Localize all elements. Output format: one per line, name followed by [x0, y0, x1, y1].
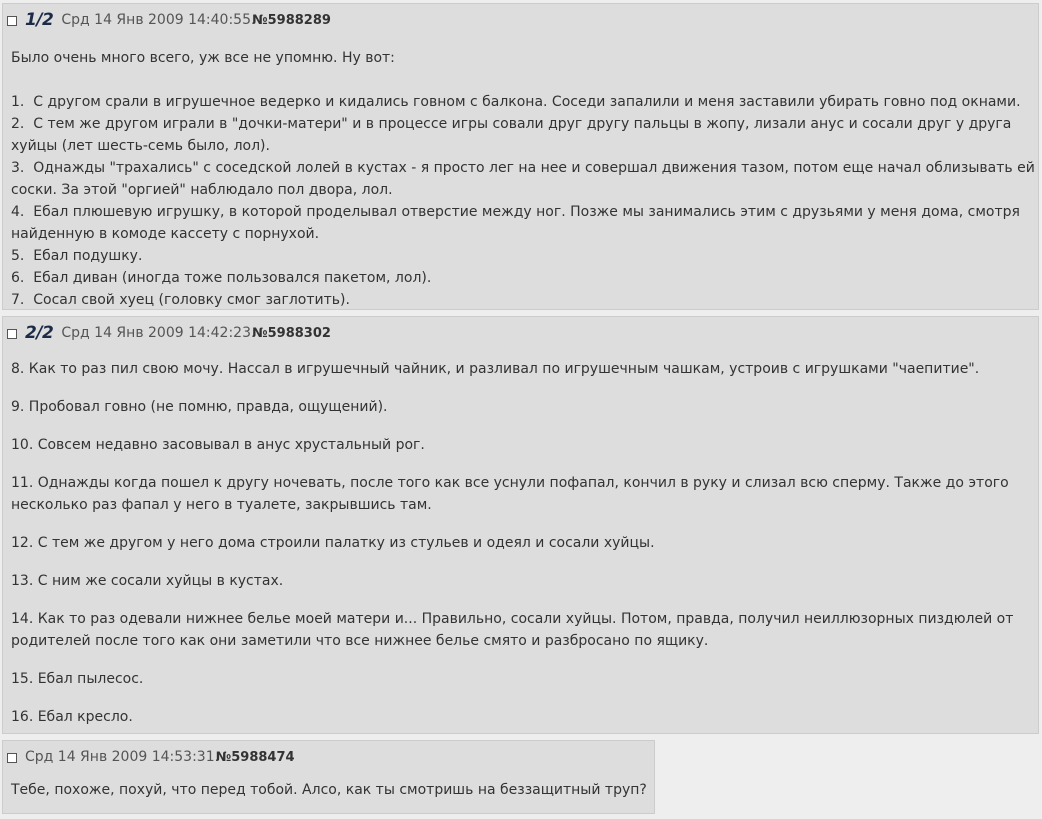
post-message: [11, 358, 1030, 744]
message-line: найденную в комоде кассету с порнухой.: [11, 226, 320, 242]
message-line: 16. Ебал кресло.: [11, 709, 133, 725]
message-paragraph: [11, 532, 1030, 554]
message-line: [11, 69, 1030, 91]
post-number-link[interactable]: №5988474: [215, 749, 295, 765]
post-date: Срд 14 Янв 2009 14:53:31: [25, 749, 215, 765]
message-line: Тебе, похоже, похуй, что перед тобой. Алсо, как ты смотришь на беззащитный труп?: [11, 782, 647, 798]
select-checkbox[interactable]: [7, 329, 17, 339]
message-line: Было очень много всего, уж все не упомню. Ну вот:: [11, 50, 395, 66]
message-line: 6. Ебал диван (иногда тоже пользовался пакетом, лол).: [11, 270, 432, 286]
message-line: хуйцы (лет шесть-семь было, лол).: [11, 138, 270, 154]
message-line: 15. Ебал пылесос.: [11, 671, 144, 687]
post-header: [7, 323, 331, 343]
message-line: 9. Пробовал говно (не помню, правда, ощущений).: [11, 399, 388, 415]
message-line: 3. Однажды "трахались" с соседской лолей в кустах - я просто лег на нее и совершал движения тазом, потом еще начал облизывать ей: [11, 160, 1035, 176]
select-checkbox[interactable]: [7, 753, 17, 763]
message-paragraph: [11, 434, 1030, 456]
post-message: [11, 47, 1035, 311]
message-paragraph: [11, 570, 1030, 592]
message-paragraph: [11, 358, 1030, 380]
post-date: Срд 14 Янв 2009 14:42:23: [61, 325, 251, 341]
message-paragraph: [11, 472, 1030, 516]
post-5988302: [2, 316, 1039, 734]
message-line: 13. С ним же сосали хуйцы в кустах.: [11, 573, 284, 589]
message-line: 12. С тем же другом у него дома строили палатку из стульев и одеял и сосали хуйцы.: [11, 535, 655, 551]
message-line: несколько раз фапал у него в туалете, закрывшись там.: [11, 497, 432, 513]
post-date: Срд 14 Янв 2009 14:40:55: [61, 12, 251, 28]
message-line: 10. Совсем недавно засовывал в анус хрустальный рог.: [11, 437, 425, 453]
post-number-link[interactable]: №5988289: [251, 12, 331, 28]
message-paragraph: [11, 668, 1030, 690]
message-line: 4. Ебал плюшевую игрушку, в которой проделывал отверстие между ног. Позже мы занимались этим с друзьями у меня дома, смотря: [11, 204, 1020, 220]
message-paragraph: [11, 608, 1030, 652]
part-number: 2/2: [25, 323, 54, 343]
part-number: 1/2: [25, 10, 54, 30]
post-header: [7, 10, 331, 30]
post-header: [7, 747, 295, 767]
message-line: соски. За этой "оргией" наблюдало пол двора, лол.: [11, 182, 393, 198]
message-line: 5. Ебал подушку.: [11, 248, 143, 264]
message-line: 2. С тем же другом играли в "дочки-матери" и в процессе игры совали друг другу пальцы в жопу, лизали анус и сосали друг у друга: [11, 116, 1012, 132]
message-line: 11. Однажды когда пошел к другу ночевать, после того как все уснули пофапал, кончил в руку и слизал всю сперму. Также до этого: [11, 475, 1009, 491]
post-5988474: [2, 740, 655, 814]
message-paragraph: [11, 706, 1030, 728]
post-message: [11, 779, 646, 801]
message-line: родителей после того как они заметили что все нижнее белье смято и разбросано по ящику.: [11, 633, 709, 649]
message-line: 8. Как то раз пил свою мочу. Нассал в игрушечный чайник, и разливал по игрушечным чашкам, устроив с игрушками "чаепитие".: [11, 361, 980, 377]
message-line: 14. Как то раз одевали нижнее белье моей матери и... Правильно, сосали хуйцы. Потом, правда, получил неиллюзорных пиздюлей от: [11, 611, 1014, 627]
post-5988289: [2, 3, 1039, 310]
message-line: 7. Сосал свой хуец (головку смог заглотить).: [11, 292, 350, 308]
message-line: 1. С другом срали в игрушечное ведерко и кидались говном с балкона. Соседи запалили и меня заставили убирать говно под окнами.: [11, 94, 1021, 110]
message-paragraph: [11, 396, 1030, 418]
post-number-link[interactable]: №5988302: [251, 325, 331, 341]
select-checkbox[interactable]: [7, 16, 17, 26]
